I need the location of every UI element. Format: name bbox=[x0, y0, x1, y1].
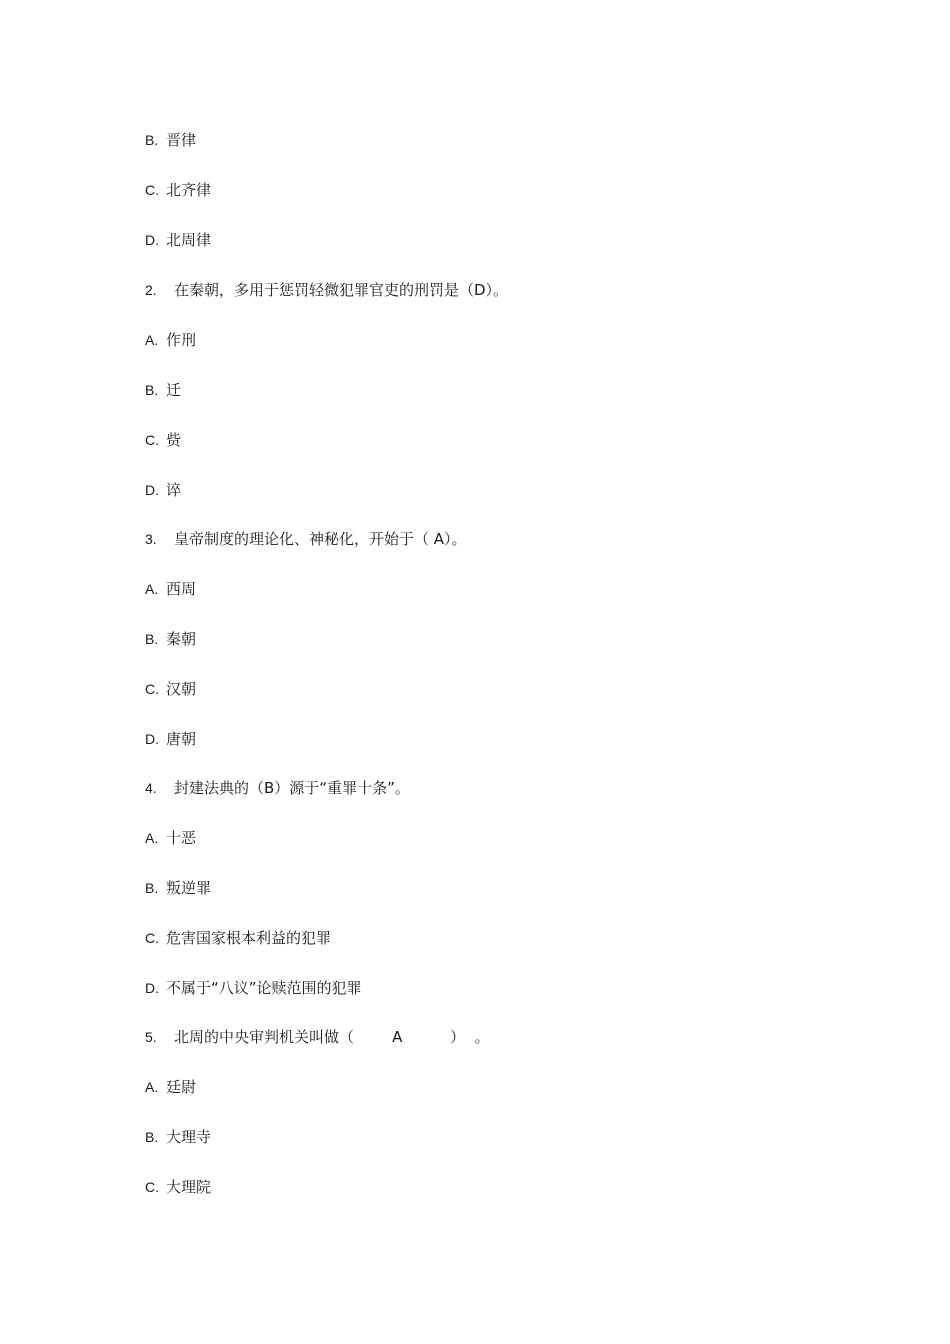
option-line bbox=[145, 478, 181, 502]
option-text: 大理院 bbox=[166, 1178, 212, 1196]
option-marker: C. bbox=[145, 1179, 159, 1195]
option-line bbox=[145, 128, 196, 152]
option-marker: B. bbox=[145, 880, 159, 896]
option-line bbox=[145, 328, 196, 352]
option-text: 北周律 bbox=[166, 231, 212, 249]
option-text: 秦朝 bbox=[166, 630, 197, 648]
option-line bbox=[145, 428, 181, 452]
option-text: 廷尉 bbox=[166, 1078, 197, 1096]
option-marker: C. bbox=[145, 930, 159, 946]
option-line bbox=[145, 577, 196, 601]
option-line bbox=[145, 677, 196, 701]
question-line bbox=[145, 278, 508, 302]
option-marker: D. bbox=[145, 482, 159, 498]
option-text: 大理寺 bbox=[166, 1128, 212, 1146]
option-text: 作刑 bbox=[166, 331, 197, 349]
option-line bbox=[145, 976, 362, 1000]
option-line bbox=[145, 627, 196, 651]
question-number: 3. bbox=[145, 531, 157, 547]
option-marker: D. bbox=[145, 980, 159, 996]
option-text: 唐朝 bbox=[166, 730, 197, 748]
option-text: 迁 bbox=[166, 381, 182, 399]
option-marker: B. bbox=[145, 1129, 159, 1145]
option-text: 叛逆罪 bbox=[166, 879, 212, 897]
option-text: 北齐律 bbox=[166, 181, 212, 199]
question-line bbox=[145, 1025, 490, 1049]
question-text: 封建法典的（B）源于“重罪十条”。 bbox=[174, 779, 410, 797]
option-line bbox=[145, 1075, 196, 1099]
option-text: 不属于“八议”论赎范围的犯罪 bbox=[166, 979, 362, 997]
option-line bbox=[145, 1175, 211, 1199]
option-text: 汉朝 bbox=[166, 680, 197, 698]
option-text: 西周 bbox=[166, 580, 197, 598]
question-number: 4. bbox=[145, 780, 157, 796]
option-marker: C. bbox=[145, 432, 159, 448]
option-marker: C. bbox=[145, 681, 159, 697]
option-marker: A. bbox=[145, 1079, 159, 1095]
option-marker: B. bbox=[145, 382, 159, 398]
option-marker: B. bbox=[145, 132, 159, 148]
option-text: 赀 bbox=[166, 431, 182, 449]
option-line bbox=[145, 727, 196, 751]
option-text: 谇 bbox=[166, 481, 182, 499]
question-text: 北周的中央审判机关叫做（ A ） 。 bbox=[174, 1028, 490, 1046]
option-text: 晋律 bbox=[166, 131, 197, 149]
option-line bbox=[145, 926, 331, 950]
option-marker: A. bbox=[145, 332, 159, 348]
question-line bbox=[145, 776, 410, 800]
question-line bbox=[145, 527, 467, 551]
option-marker: D. bbox=[145, 232, 159, 248]
question-text: 在秦朝，多用于惩罚轻微犯罪官吏的刑罚是（D）。 bbox=[174, 281, 509, 299]
option-line bbox=[145, 876, 211, 900]
option-marker: C. bbox=[145, 182, 159, 198]
option-line bbox=[145, 1125, 211, 1149]
option-line bbox=[145, 378, 181, 402]
option-text: 危害国家根本利益的犯罪 bbox=[166, 929, 332, 947]
question-number: 2. bbox=[145, 282, 157, 298]
option-line bbox=[145, 178, 211, 202]
option-marker: D. bbox=[145, 731, 159, 747]
option-text: 十恶 bbox=[166, 829, 197, 847]
option-marker: A. bbox=[145, 830, 159, 846]
option-marker: A. bbox=[145, 581, 159, 597]
option-line bbox=[145, 826, 196, 850]
option-line bbox=[145, 228, 211, 252]
question-text: 皇帝制度的理论化、神秘化，开始于（ A）。 bbox=[174, 530, 467, 548]
option-marker: B. bbox=[145, 631, 159, 647]
question-number: 5. bbox=[145, 1029, 157, 1045]
